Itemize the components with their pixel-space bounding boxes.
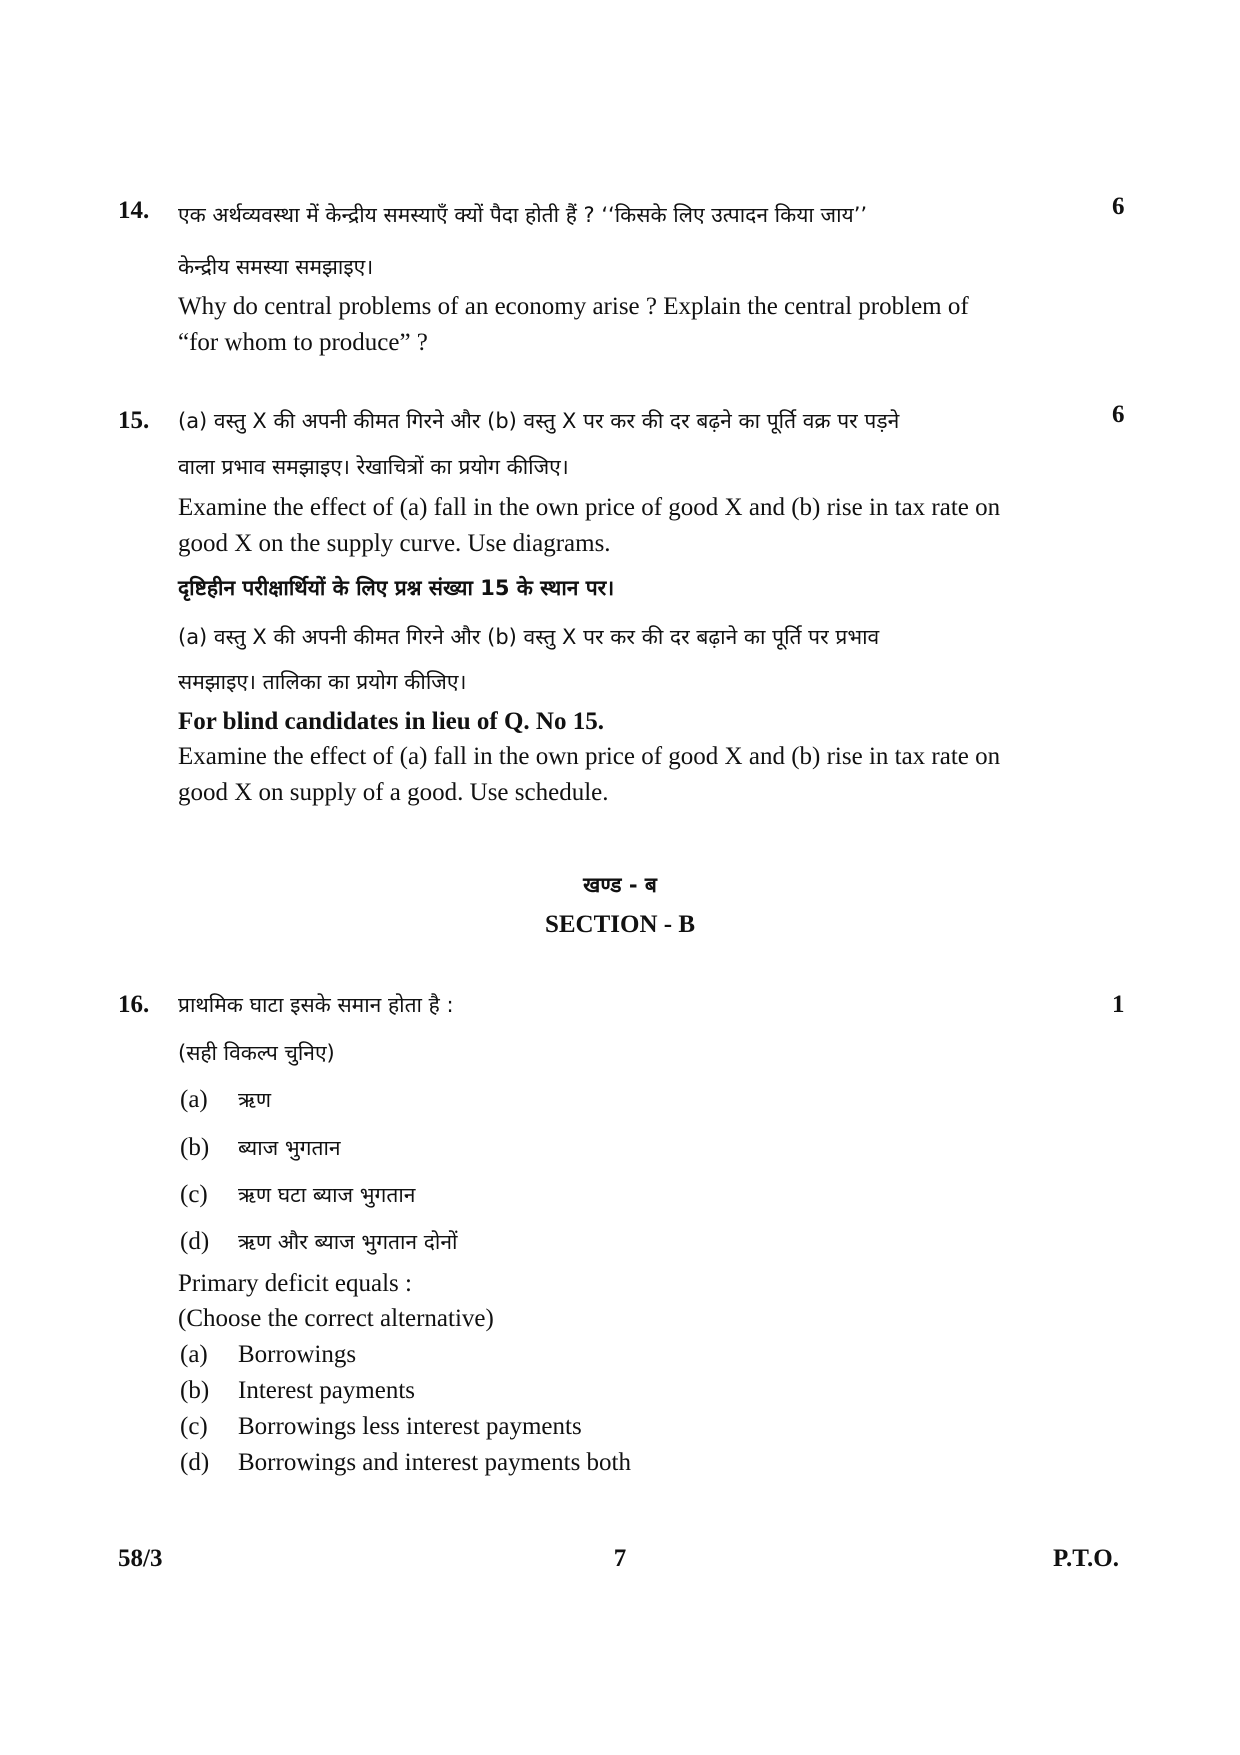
question-text-english: good X on the supply curve. Use diagrams.	[178, 530, 611, 557]
question-text-english: “for whom to produce” ?	[178, 329, 428, 356]
question-text-hindi: एक अर्थव्यवस्था में केन्द्रीय समस्याएँ क्यों पैदा होती हैं ? ‘‘किसके लिए उत्पादन किया जाय’’	[178, 203, 868, 227]
please-turn-over: P.T.O.	[1053, 1545, 1119, 1572]
option-label: (d)	[180, 1228, 210, 1255]
option-text-english: Borrowings less interest payments	[238, 1413, 582, 1440]
question-number: 16.	[118, 991, 150, 1018]
section-title-hindi: खण्ड - ब	[583, 873, 657, 897]
page-number: 7	[613, 1545, 627, 1572]
option-label: (a)	[180, 1341, 208, 1368]
section-title-english: SECTION - B	[544, 911, 696, 938]
option-text-hindi: ऋण घटा ब्याज भुगतान	[238, 1183, 416, 1207]
option-label: (a)	[180, 1086, 208, 1113]
option-text-english: Interest payments	[238, 1377, 416, 1404]
blind-text-english: good X on supply of a good. Use schedule.	[178, 779, 609, 806]
option-text-hindi: ब्याज भुगतान	[238, 1136, 341, 1160]
question-text-hindi: केन्द्रीय समस्या समझाइए।	[178, 255, 374, 279]
question-text-hindi: (a) वस्तु X की अपनी कीमत गिरने और (b) वस्तु X पर कर की दर बढ़ने का पूर्ति वक्र पर पड़ने	[178, 409, 900, 433]
option-text-hindi: ऋण	[238, 1088, 272, 1112]
question-text-hindi: प्राथमिक घाटा इसके समान होता है :	[178, 993, 454, 1017]
marks: 1	[1112, 991, 1125, 1018]
option-label: (c)	[180, 1181, 208, 1208]
question-number: 15.	[118, 407, 150, 434]
instruction-english: (Choose the correct alternative)	[178, 1305, 494, 1332]
option-text-english: Borrowings and interest payments both	[238, 1449, 631, 1476]
question-number: 14.	[118, 197, 150, 224]
option-label: (d)	[180, 1449, 210, 1476]
option-label: (b)	[180, 1134, 210, 1161]
question-text-hindi: वाला प्रभाव समझाइए। रेखाचित्रों का प्रयोग कीजिए।	[178, 455, 569, 479]
instruction-hindi: (सही विकल्प चुनिए)	[178, 1041, 335, 1065]
question-text-english: Examine the effect of (a) fall in the own price of good X and (b) rise in tax rate on	[178, 494, 1001, 521]
option-label: (c)	[180, 1413, 208, 1440]
blind-text-english: Examine the effect of (a) fall in the own price of good X and (b) rise in tax rate on	[178, 743, 1001, 770]
marks: 6	[1112, 193, 1125, 220]
question-text-english: Primary deficit equals :	[178, 1270, 412, 1297]
option-label: (b)	[180, 1377, 210, 1404]
question-text-english: Why do central problems of an economy arise ? Explain the central problem of	[178, 293, 969, 320]
blind-text-hindi: (a) वस्तु X की अपनी कीमत गिरने और (b) वस्तु X पर कर की दर बढ़ाने का पूर्ति पर प्रभाव	[178, 625, 880, 649]
option-text-hindi: ऋण और ब्याज भुगतान दोनों	[238, 1230, 458, 1254]
marks: 6	[1112, 401, 1125, 428]
blind-heading-hindi: दृष्टिहीन परीक्षार्थियों के लिए प्रश्न संख्या 15 के स्थान पर।	[178, 576, 615, 600]
blind-heading-english: For blind candidates in lieu of Q. No 15.	[178, 708, 604, 735]
option-text-english: Borrowings	[238, 1341, 357, 1368]
blind-text-hindi: समझाइए। तालिका का प्रयोग कीजिए।	[178, 670, 467, 694]
paper-code: 58/3	[118, 1545, 163, 1572]
